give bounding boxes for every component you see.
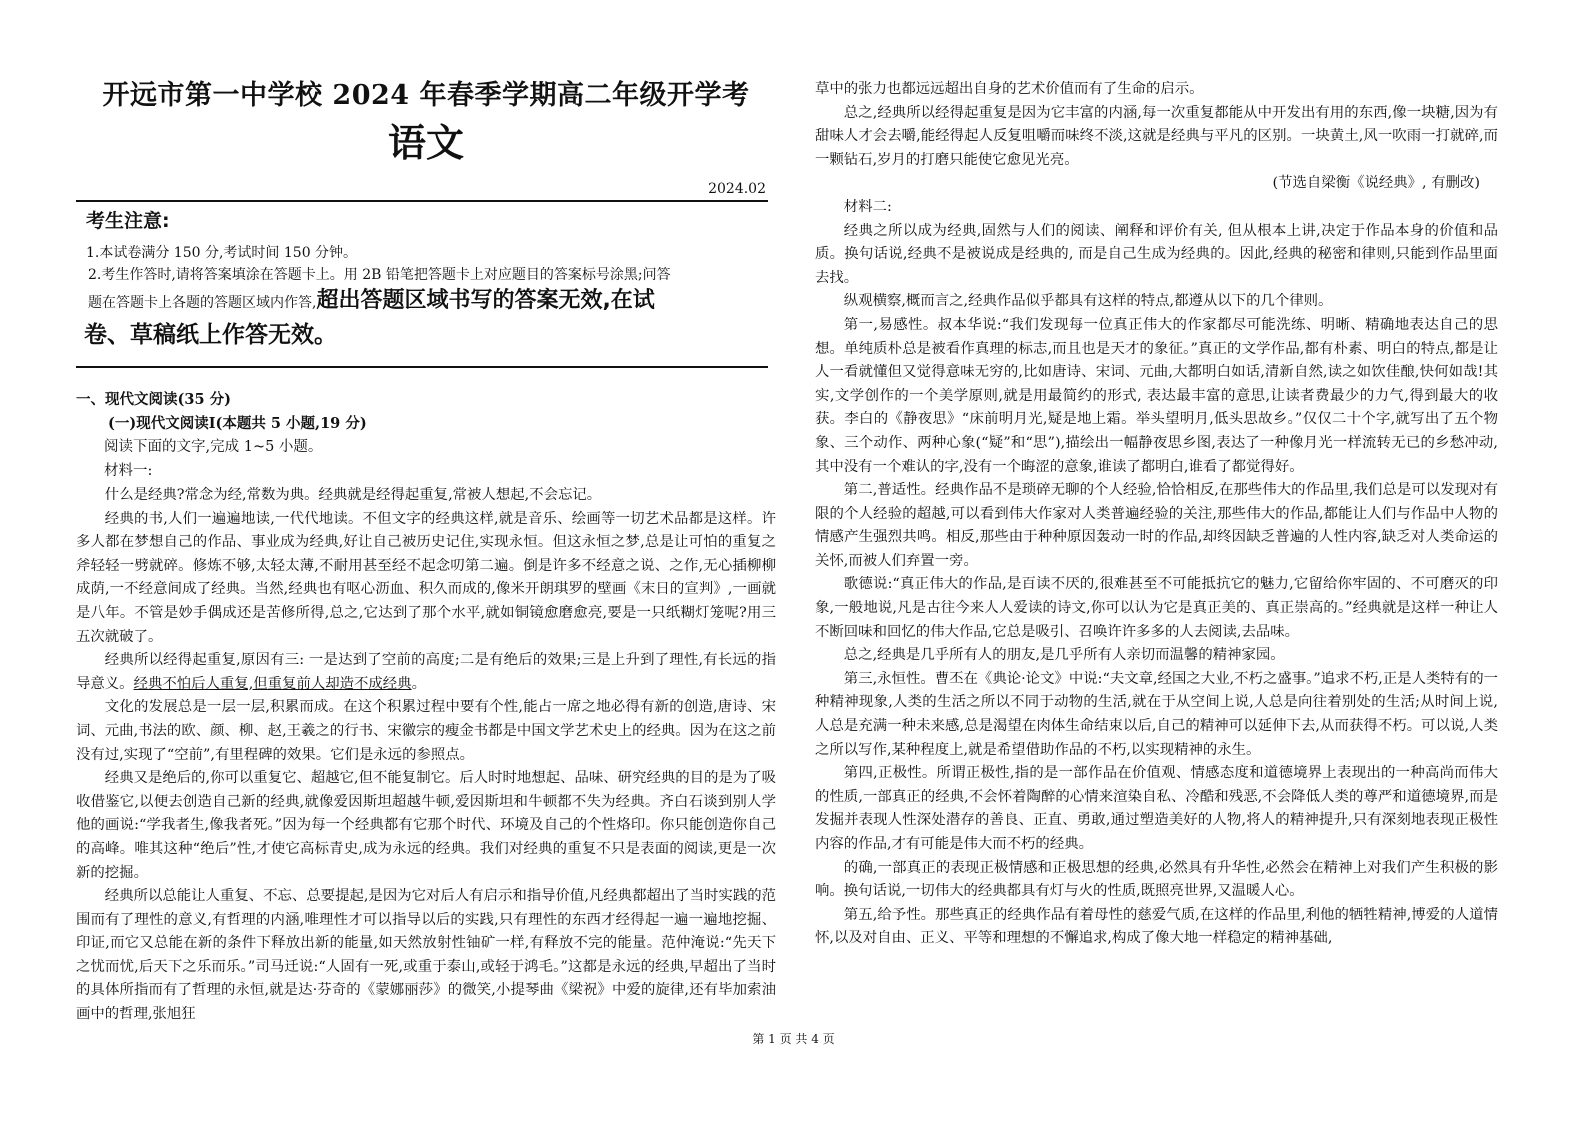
notice-item-2-lead: 2.考生作答时,请将答案填涂在答题卡上。用 2B 铅笔把答题卡上对应题目的答案标号涂黑;问答 xyxy=(88,267,671,283)
page-number: 第 1 页 共 4 页 xyxy=(752,1032,835,1046)
school-title: 开远市第一中学校 2024 年春季学期高二年级开学考 xyxy=(102,80,750,111)
right-column xyxy=(815,78,1498,951)
paragraph xyxy=(76,649,776,696)
notice-item-1: 1.本试卷满分 150 分,考试时间 150 分钟。 xyxy=(86,245,358,261)
source-citation: (节选自梁衡《说经典》, 有删改) xyxy=(1272,175,1480,192)
paragraph: 第五,给予性。那些真正的经典作品有着母性的慈爱气质,在这样的作品里,利他的牺牲精神,博爱的人道情怀,以及对自由、正义、平等和理想的不懈追求,构成了像大地一样稳定的精神基础, xyxy=(815,906,1498,947)
paragraph: 总之,经典所以经得起重复是因为它丰富的内涵,每一次重复都能从中开发出有用的东西,像一块糖,因为有甜味人才会去嚼,能经得起人反复咀嚼而味终不淡,这就是经典与平凡的区别。一块黄土,风一吹雨一打就碎,而一颗钻石,岁月的打磨只能使它愈见光亮。 xyxy=(815,104,1498,168)
notice-item-2-emphasis-2: 卷、草稿纸上作答无效。 xyxy=(84,322,337,348)
paragraph: 草中的张力也都远远超出自身的艺术价值而有了生命的启示。 xyxy=(815,81,1204,97)
paragraph: 总之,经典是几乎所有人的朋友,是几乎所有人亲切而温馨的精神家园。 xyxy=(843,647,1285,664)
paragraph: 第一,易感性。叔本华说:“我们发现每一位真正伟大的作家都尽可能洗练、明晰、精确地表达自己的思想。单纯质朴总是被看作真理的标志,而且也是天才的象征。”真正的文学作品,都有朴素、明白的特点,都是让人一看就懂但又觉得意味无穷的,比如唐诗、宋词、元曲,大都明白如话,清新自然,读之如饮佳酿,快何如哉!其实,文学创作的一个美学原则,就是用最简约的形式, 表达最丰富的意思,让读者费最少的力气,得到最大的收获。李白的《静夜思》“床前明月光,疑是地上霜。举头望明月,低头思故乡。”仅仅二十个字,就写出了五个物象、三个动作、两种心象(“疑”和“思”),描绘出一幅静夜思乡图,表达了一种像月光一样流转无已的乡愁冲动,其中没有一个难认的字,没有一个晦涩的意象,谁读了都明白,谁看了都觉得好。 xyxy=(815,316,1498,475)
paragraph: 第二,普适性。经典作品不是琐碎无聊的个人经验,恰恰相反,在那些伟大的作品里,我们总是可以发现对有限的个人经验的超越,可以看到伟大作家对人类普遍经验的关注,那些伟大的作品,都能让人们与作品中人物的情感产生强烈共鸣。相反,那些由于种种原因轰动一时的作品,却终因缺乏普遍的人性内容,缺乏对人类命运的关怀,而被人们弃置一旁。 xyxy=(815,482,1498,569)
paragraph: 第三,永恒性。曹丕在《典论·论文》中说:“夫文章,经国之大业,不朽之盛事。”追求不朽,正是人类特有的一种精神现象,人类的生活之所以不同于动物的生活,就在于从空间上说,人总是向往着别处的生活;从时间上说,人总是充满一种未来感,总是渴望在肉体生命结束以后,自己的精神可以延伸下去,从而获得不朽。可以说,人类之所以写作,某种程度上,就是希望借助作品的不朽,以实现精神的永生。 xyxy=(815,670,1498,758)
material-2-label: 材料二: xyxy=(843,198,892,215)
paragraph: 的确,一部真正的表现正极情感和正极思想的经典,必然具有升华性,必然会在精神上对我们产生积极的影响。换句话说,一切伟大的经典都具有灯与火的性质,既照亮世界,又温暖人心。 xyxy=(815,859,1498,900)
paragraph: 经典所以总能让人重复、不忘、总要提起,是因为它对后人有启示和指导价值,凡经典都超出了当时实践的范围而有了理性的意义,有哲理的内涵,唯理性才可以指导以后的实践,只有理性的东西才经得起一遍一遍地挖掘、印证,而它又总能在新的条件下释放出新的能量,如天然放射性铀矿一样,有释放不完的能量。范仲淹说:“先天下之忧而忧,后天下之乐而乐。”司马迁说:“人固有一死,或重于泰山,或轻于鸿毛。”这都是永远的经典,早超出了当时的具体所指而有了哲理的永恒,就是达·芬奇的《蒙娜丽莎》的微笑,小提琴曲《梁祝》中爱的旋律,还有毕加索油画中的哲理,张旭狂 xyxy=(76,888,776,1023)
material-1-body xyxy=(76,484,776,1027)
section-title: 一、现代文阅读(35 分) xyxy=(76,391,231,408)
paragraph-text: 经典所以经得起重复,原因有三: 一是达到了空前的高度;二是有绝后的效果;三是上升到了理性,有长远的指导意义。 xyxy=(76,652,776,692)
notice-item-2 xyxy=(84,264,773,348)
divider-top xyxy=(76,200,768,202)
paragraph-text: 。 xyxy=(411,675,426,692)
paragraph: 经典之所以成为经典,固然与人们的阅读、阐释和评价有关, 但从根本上讲,决定于作品本身的价值和品质。换句话说,经典不是被说成是经典的, 而是自己生成为经典的。因此,经典的秘密和律则,只能到作品里面去找。 xyxy=(815,222,1498,286)
paragraph: 歌德说:“真正伟大的作品,是百读不厌的,很难甚至不可能抵抗它的魅力,它留给你牢固的、不可磨灭的印象,一般地说,凡是古往今来人人爱读的诗文,你可以认为它是真正美的、真正崇高的。”经典就是这样一种让人不断回味和回忆的伟大作品,它总是吸引、召唤许许多多的人去阅读,去品味。 xyxy=(815,576,1498,640)
paragraph: 什么是经典?常念为经,常数为典。经典就是经得起重复,常被人想起,不会忘记。 xyxy=(104,487,602,503)
notice-item-2-line2 xyxy=(88,290,773,314)
paragraph: 经典又是绝后的,你可以重复它、超越它,但不能复制它。后人时时地想起、品味、研究经典的目的是为了吸收借鉴它,以便去创造自己新的经典,就像爱因斯坦超越牛顿,爱因斯坦和牛顿都不失为经典。齐白石谈到别人学他的画说:“学我者生,像我者死。”因为每一个经典都有它那个时代、环境及自己的个性烙印。你只能创造你自己的高峰。唯其这种“绝后”性,才使它高标青史,成为永远的经典。我们对经典的重复不只是表面的阅读,更是一次新的挖掘。 xyxy=(76,770,776,881)
subsection-title: (一)现代文阅读Ⅰ(本题共 5 小题,19 分) xyxy=(108,415,367,432)
notice-heading: 考生注意: xyxy=(86,210,170,232)
subject-title: 语文 xyxy=(387,121,464,165)
divider-bottom xyxy=(76,366,768,368)
paragraph: 纵观横察,概而言之,经典作品似乎都具有这样的特点,都遵从以下的几个律则。 xyxy=(843,293,1333,310)
underlined-sentence: 经典不怕后人重复,但重复前人却造不成经典 xyxy=(133,675,412,692)
paragraph: 第四,正极性。所谓正极性,指的是一部作品在价值观、情感态度和道德境界上表现出的一种高尚而伟大的性质,一部真正的经典,不会怀着陶醉的心情来渲染自私、冷酷和残恶,不会降低人类的尊严和道德境界,而是发掘并表现人性深处潜存的善良、正直、勇敢,通过塑造美好的人物,将人的精神提升,只有深刻地表现正极性内容的作品,才有可能是伟大而不朽的经典。 xyxy=(815,765,1498,852)
notice-item-2-emphasis: 超出答题区域书写的答案无效,在试 xyxy=(316,288,655,313)
notice-item-2-mid: 题在答题卡上各题的答题区域内作答, xyxy=(88,295,317,311)
instruction: 阅读下面的文字,完成 1~5 小题。 xyxy=(104,439,323,455)
material-1-label: 材料一: xyxy=(104,463,153,479)
paragraph: 文化的发展总是一层一层,积累而成。在这个积累过程中要有个性,能占一席之地必得有新的创造,唐诗、宋词、元曲,书法的欧、颜、柳、赵,王羲之的行书、宋徽宗的瘦金书都是中国文学艺术史上的经典。因为在这之前没有过,实现了“空前”,有里程碑的效果。它们是永远的参照点。 xyxy=(76,699,776,763)
exam-date: 2024.02 xyxy=(708,181,766,197)
right-body xyxy=(815,78,1498,951)
left-column xyxy=(76,78,776,1023)
paragraph: 经典的书,人们一遍遍地读,一代代地读。不但文字的经典这样,就是音乐、绘画等一切艺术品都是这样。许多人都在梦想自己的作品、事业成为经典,好让自己被历史记住,实现永恒。但这永恒之梦,总是让可怕的重复之斧轻轻一劈就碎。修炼不够,太轻太薄,不耐用甚至经不起念叨第二遍。倒是许多不经意之说、之作,无心插柳柳成荫,一不经意间成了经典。当然,经典也有呕心沥血、积久而成的,像米开朗琪罗的壁画《末日的宣判》,一画就是八年。不管是妙手偶成还是苦修所得,总之,它达到了那个水平,就如铜镜愈磨愈亮,要是一只纸糊灯笼呢?用三五次就破了。 xyxy=(76,510,776,645)
